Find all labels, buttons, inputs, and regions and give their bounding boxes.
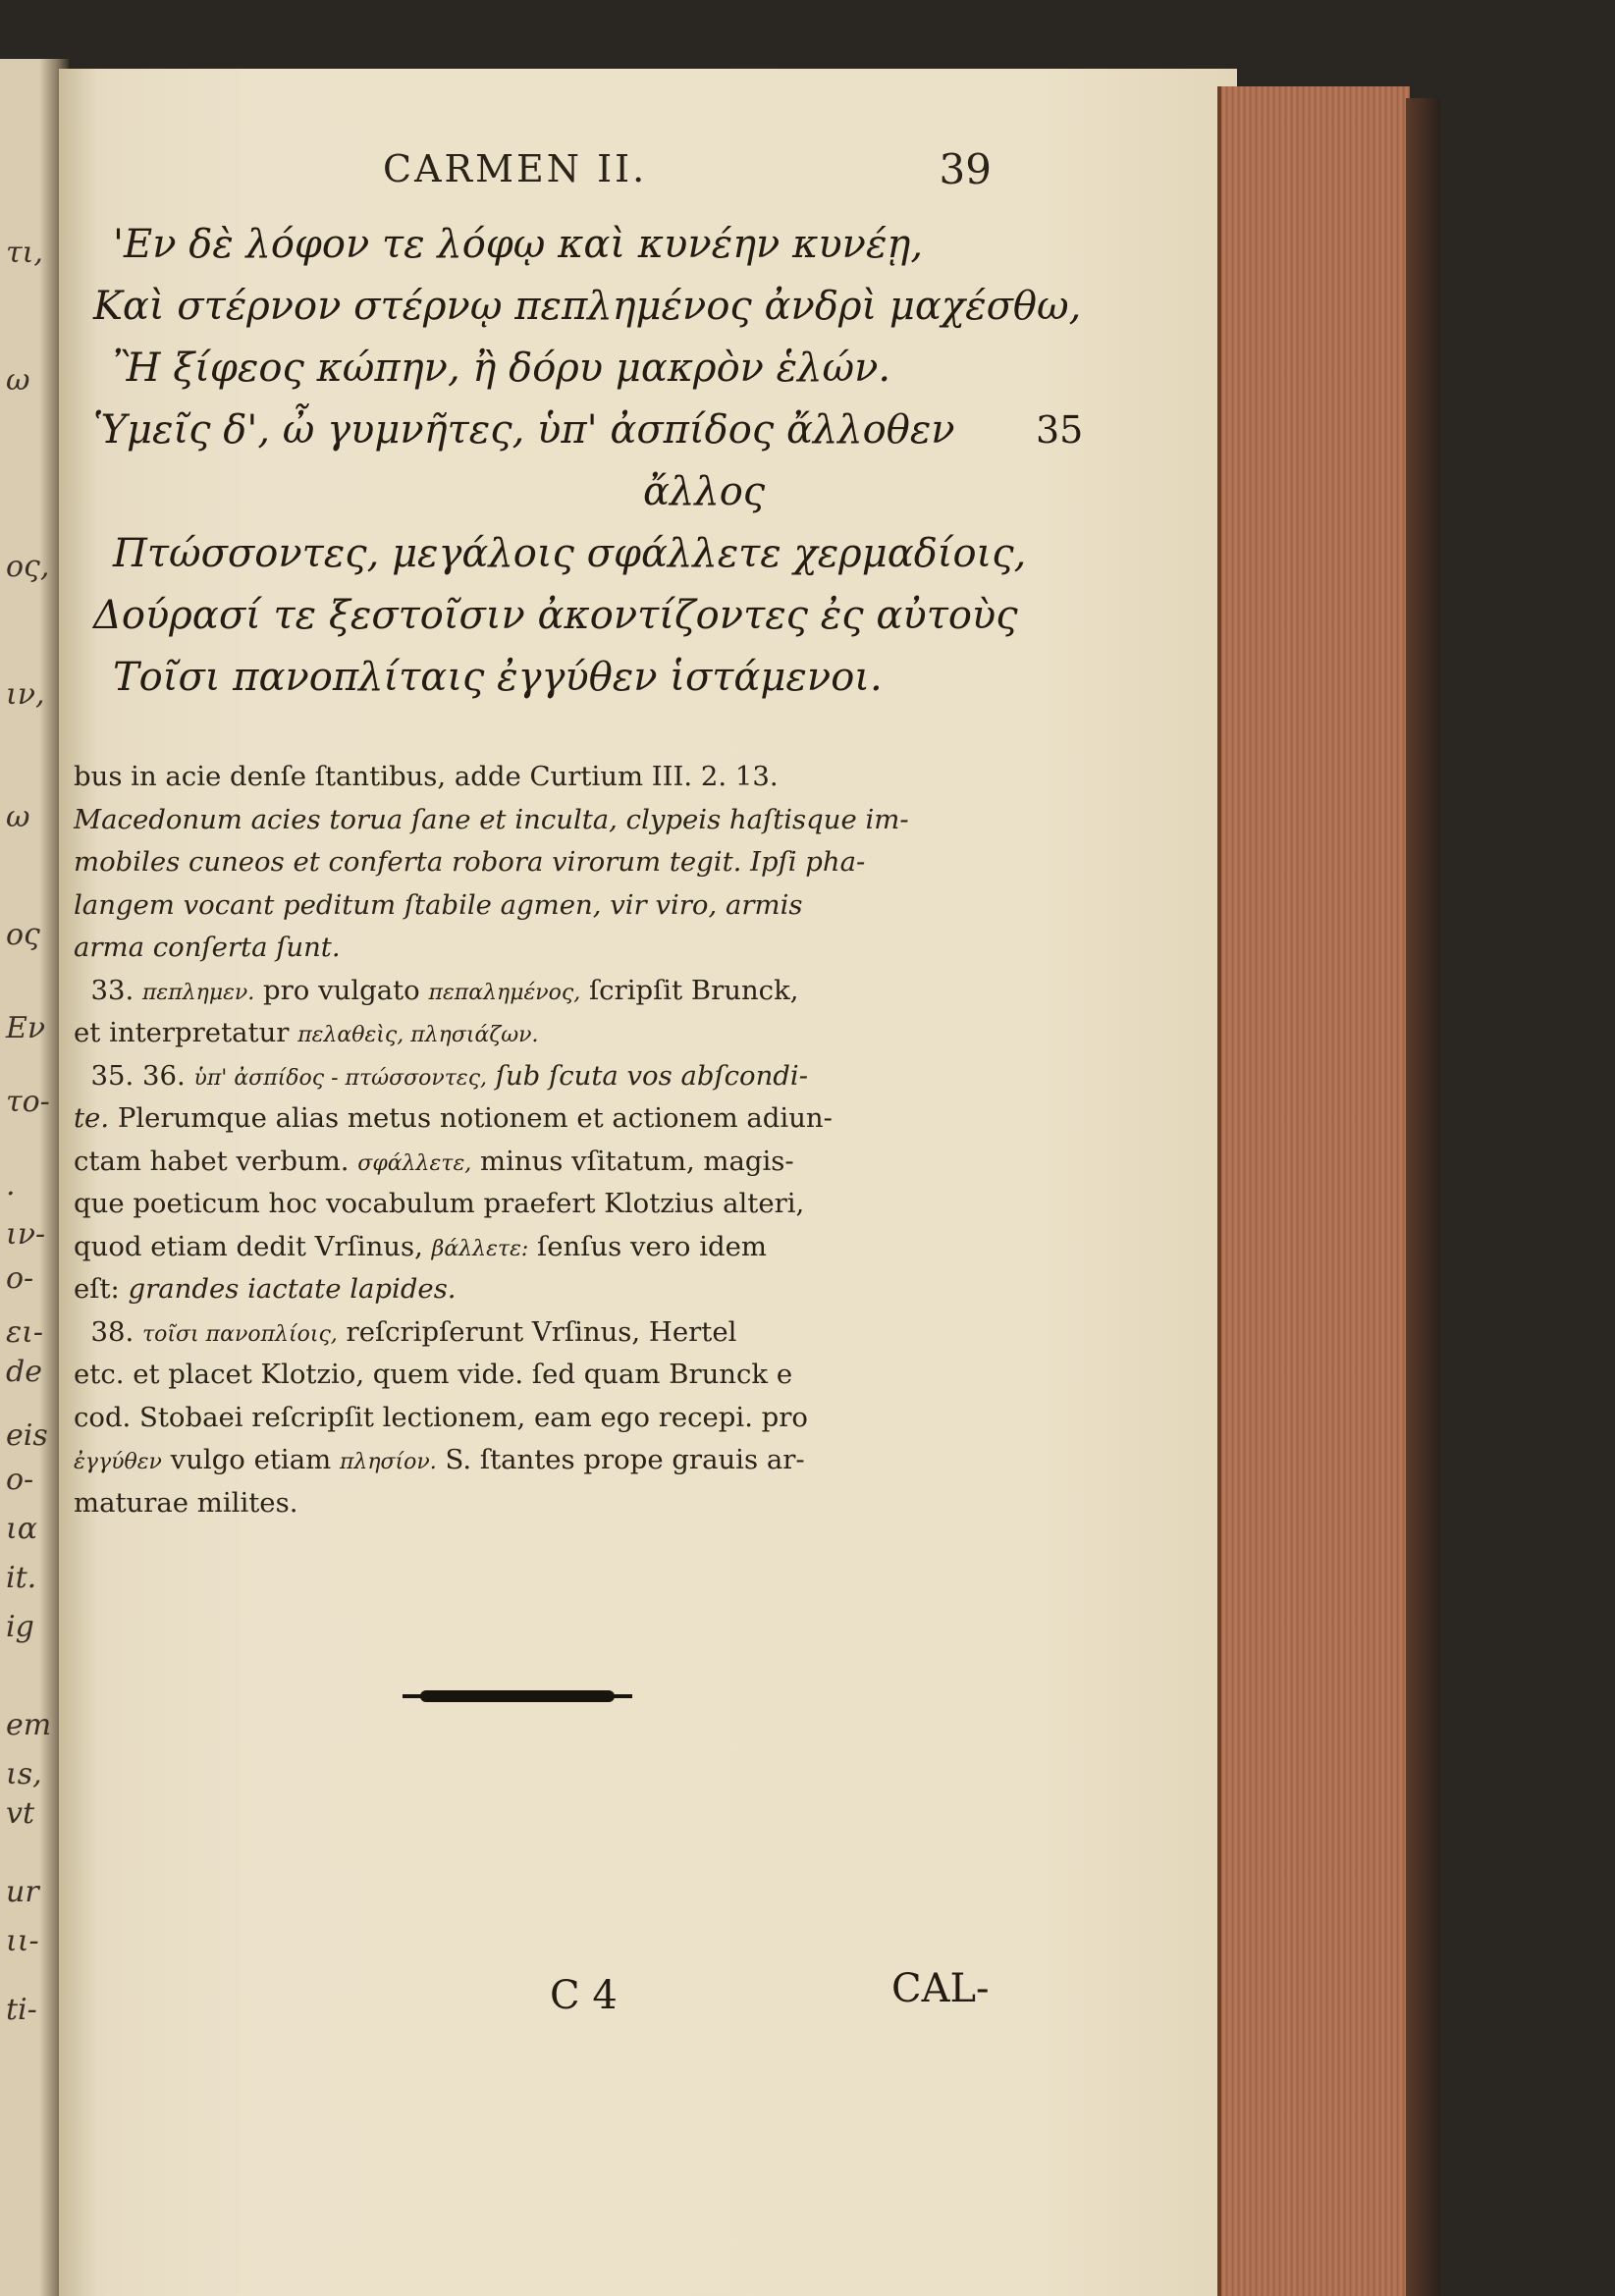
facing-page-fragment: ος (6, 918, 40, 952)
note-line (74, 1183, 992, 1226)
note-text: langem vocant peditum ſtabile agmen, vir viro, armis (74, 888, 803, 921)
verse-text: Ἢ ξίφεος κώπην, ἢ δόρυ μακρὸν ἑλών. (113, 346, 891, 391)
running-title: CARMEN II. (383, 147, 648, 190)
note-line (74, 970, 992, 1013)
note-text: quod etiam dedit Vrſinus, (74, 1230, 423, 1262)
commentary-notes (74, 756, 992, 1524)
verse-text: Δούρασί τε ξεστοῖσιν ἀκοντίζοντες ἐς αὐτοὺς (93, 593, 1018, 638)
note-line (74, 1354, 992, 1397)
note-text: ctam habet verbum. (74, 1145, 350, 1177)
note-text: arma conſerta ſunt. (74, 932, 341, 963)
note-line (74, 841, 992, 884)
note-line (74, 1482, 992, 1525)
catchword: CAL- (891, 1966, 990, 2011)
facing-page-fragment: ιι- (6, 1924, 39, 1958)
verse-text: Τοῖσι πανοπλίταις ἐγγύθεν ἱστάμενοι. (113, 655, 883, 700)
note-line (74, 1012, 992, 1055)
note-text: maturae milites. (74, 1486, 298, 1519)
note-greek: πεπαλημένος, (428, 980, 581, 1005)
note-line (74, 756, 992, 799)
note-verse-number: 35. 36. (90, 1059, 186, 1092)
note-line (74, 884, 992, 928)
note-text: cod. Stobaei reſcripſit lectionem, eam ego recepi. pro (74, 1401, 808, 1433)
verse-text: Καὶ στέρνον στέρνῳ πεπλημένος ἀνδρὶ μαχέσθω, (93, 284, 1082, 329)
facing-page-fragment: ω (6, 800, 30, 834)
facing-page-fragment: eis (6, 1418, 48, 1453)
verse-line (93, 585, 1075, 647)
note-text: S. ſtantes prope grauis ar- (445, 1444, 805, 1475)
note-greek: πελαθεὶς, πλησιάζων. (297, 1023, 539, 1047)
note-greek: πλησίον. (339, 1450, 437, 1474)
note-line (74, 927, 992, 970)
verse-text: ἄλλος (643, 469, 766, 514)
note-line (74, 799, 992, 842)
note-line (74, 1055, 992, 1098)
note-line (74, 1141, 992, 1184)
note-text: pro vulgato (263, 974, 420, 1006)
note-line (74, 1397, 992, 1440)
note-line (74, 1268, 992, 1311)
note-greek: πεπλημεν. (141, 980, 255, 1005)
greek-verse-block (93, 214, 1084, 709)
note-text: ſenſus vero idem (537, 1230, 767, 1262)
facing-page-fragment: ος, (6, 550, 50, 584)
verse-line (93, 214, 1075, 276)
facing-page-fragment: it. (6, 1561, 37, 1595)
note-text: te. (74, 1102, 110, 1134)
book-cover-shadow (1406, 98, 1440, 2296)
note-text: et interpretatur (74, 1017, 290, 1048)
note-text: bus in acie denſe ſtantibus, adde Curtium III. 2. 13. (74, 761, 779, 792)
verse-line (93, 461, 1075, 523)
note-greek: ἐγγύθεν (74, 1450, 162, 1474)
verse-line (93, 647, 1075, 709)
note-line (74, 1439, 992, 1482)
verse-text: Πτώσσοντες, μεγάλοις σφάλλετε χερμαδίοις, (113, 531, 1027, 576)
verse-number: 35 (1036, 408, 1084, 452)
facing-page-fragment: de (6, 1355, 42, 1389)
facing-page-fragment: em (6, 1708, 52, 1742)
note-text: eſt: (74, 1273, 120, 1305)
note-greek: σφάλλετε, (357, 1150, 472, 1176)
verse-text: Ὑμεῖς δ', ὦ γυμνῆτες, ὑπ' ἀσπίδος ἄλλοθεν (93, 407, 955, 453)
facing-page-fragment: ια (6, 1512, 38, 1546)
page-header (383, 147, 992, 206)
facing-page-fragment: ur (6, 1875, 39, 1909)
verse-line (93, 276, 1082, 338)
facing-page-fragment: ιν, (6, 677, 45, 712)
note-line (74, 1226, 992, 1269)
note-text: ſub ſcuta vos abſcondi- (495, 1059, 808, 1092)
signature-mark: C 4 (550, 1973, 618, 2018)
facing-page-fragment: ιν- (6, 1217, 46, 1252)
note-text: minus vſitatum, magis- (480, 1145, 794, 1177)
verse-line (93, 338, 1075, 400)
verse-line (93, 400, 1084, 461)
facing-page-fragment: το- (6, 1085, 50, 1119)
facing-page-fragment: vt (6, 1796, 35, 1831)
note-text: grandes iactate lapides. (128, 1273, 457, 1305)
note-text: reſcripſerunt Vrſinus, Hertel (346, 1315, 737, 1348)
facing-page-fragment: ιs, (6, 1757, 42, 1791)
facing-page-fragment: ω (6, 363, 30, 398)
note-verse-number: 38. (90, 1315, 135, 1348)
note-line (74, 1311, 992, 1355)
page-number: 39 (939, 145, 992, 193)
note-text: etc. et placet Klotzio, quem vide. ſed quam Brunck e (74, 1359, 793, 1390)
section-divider-rule (420, 1690, 615, 1702)
verse-line (93, 523, 1075, 585)
facing-page-fragment: Εν (6, 1011, 46, 1045)
facing-page-fragment: τι, (6, 236, 43, 270)
note-greek: βάλλετε: (431, 1236, 529, 1261)
note-text: mobiles cuneos et conferta robora virorum tegit. Ipſi pha- (74, 846, 866, 878)
note-greek: ὑπ' ἀσπίδος - πτώσσοντες, (193, 1065, 488, 1091)
facing-page-fragment: . (6, 1168, 16, 1202)
note-text: ſcripſit Brunck, (589, 974, 799, 1006)
note-greek: τοῖσι πανοπλίοις, (141, 1321, 338, 1347)
facing-page-fragment: ει- (6, 1315, 43, 1350)
note-text: Macedonum acies torua ſane et inculta, clypeis haſtisque im- (74, 803, 909, 835)
facing-page-fragment: ο- (6, 1463, 34, 1497)
facing-page-fragment: ο- (6, 1261, 34, 1296)
note-text: Plerumque alias metus notionem et actionem adiun- (117, 1102, 833, 1134)
note-text: que poeticum hoc vocabulum praefert Klotzius alteri, (74, 1188, 805, 1219)
page-edges (1217, 86, 1410, 2296)
note-text: vulgo etiam (170, 1444, 332, 1475)
note-verse-number: 33. (90, 974, 135, 1006)
facing-page-fragment: ig (6, 1610, 34, 1644)
note-line (74, 1097, 992, 1141)
verse-text: 'Εν δὲ λόφον τε λόφῳ καὶ κυνέην κυνέῃ, (113, 222, 924, 267)
facing-page-fragment: ti- (6, 1993, 37, 2027)
